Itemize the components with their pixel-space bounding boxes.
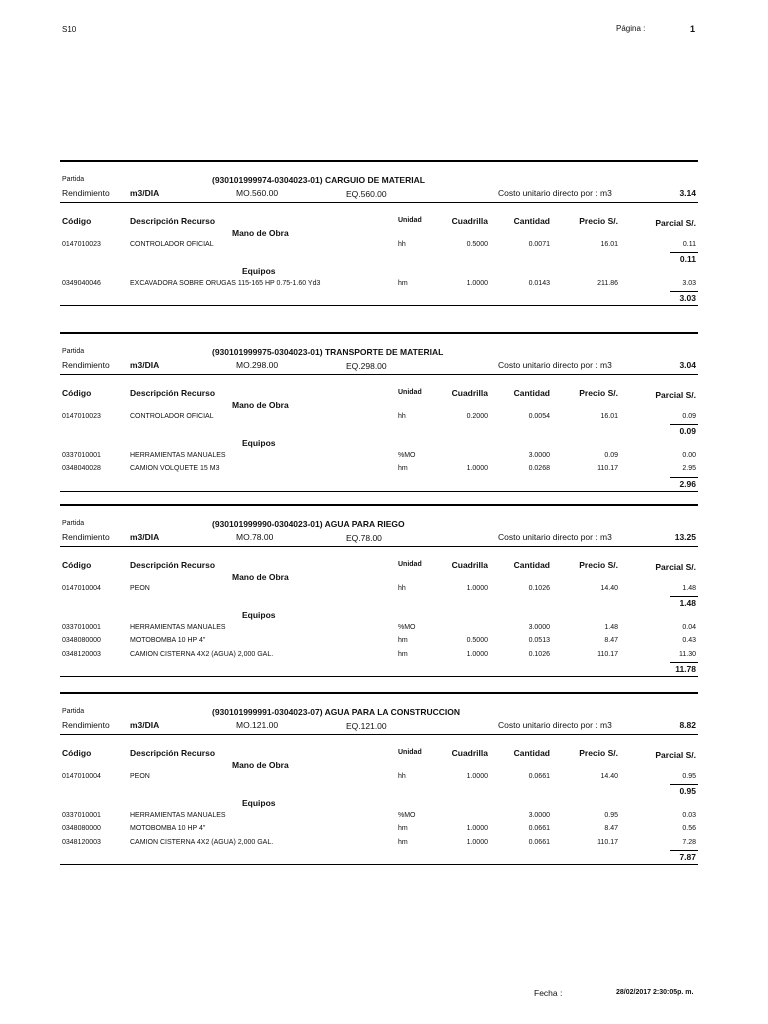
col-cantidad: Cantidad: [513, 216, 550, 226]
rendimiento-unit: m3/DIA: [130, 532, 160, 542]
col-codigo: Código: [62, 748, 92, 758]
row-codigo: 0147010023: [62, 241, 101, 248]
row-codigo: 0348080000: [62, 825, 101, 833]
mano-de-obra-heading: Mano de Obra: [232, 228, 289, 238]
mo-value: MO.78.00: [236, 532, 274, 542]
row-cantidad: 3.0000: [528, 624, 550, 632]
col-codigo: Código: [62, 388, 92, 398]
rendimiento-unit: m3/DIA: [130, 720, 160, 730]
row-parcial: 0.03: [682, 812, 696, 820]
equipo-subtotal-rule: [670, 662, 698, 663]
equipos-heading: Equipos: [242, 798, 276, 809]
costo-label: Costo unitario directo por : m3: [498, 532, 612, 542]
mo-value: MO.560.00: [236, 188, 279, 198]
partida-top-rule: [60, 692, 698, 694]
col-descripcion: Descripción Recurso: [130, 560, 216, 570]
row-cuadrilla: 0.2000: [466, 413, 488, 420]
row-unidad: %MO: [398, 812, 416, 820]
fecha-value: 28/02/2017 2:30:05p. m.: [616, 989, 694, 996]
equipos-heading: Equipos: [242, 610, 276, 621]
partida-bottom-rule: [60, 676, 698, 677]
row-parcial: 11.30: [679, 650, 696, 658]
row-descripcion: MOTOBOMBA 10 HP 4": [130, 825, 206, 833]
row-unidad: hh: [398, 413, 406, 420]
costo-label: Costo unitario directo por : m3: [498, 720, 612, 730]
mano-subtotal-rule: [670, 424, 698, 425]
row-cantidad: 0.0143: [528, 280, 550, 288]
mano-de-obra-heading: Mano de Obra: [232, 760, 289, 770]
col-cantidad: Cantidad: [513, 388, 550, 398]
rendimiento-unit: m3/DIA: [130, 360, 160, 370]
col-cuadrilla: Cuadrilla: [451, 560, 488, 570]
equipo-subtotal-rule: [670, 850, 698, 851]
col-unidad: Unidad: [398, 217, 422, 224]
row-precio: 8.47: [604, 825, 618, 833]
row-parcial: 0.04: [682, 624, 696, 632]
col-descripcion: Descripción Recurso: [130, 216, 216, 226]
row-codigo: 0348040028: [62, 465, 101, 473]
row-unidad: hh: [398, 585, 406, 592]
mo-value: MO.298.00: [236, 360, 279, 370]
row-unidad: hm: [398, 280, 408, 288]
row-descripcion: HERRAMIENTAS MANUALES: [130, 452, 226, 460]
equipo-subtotal-rule: [670, 477, 698, 478]
row-descripcion: CONTROLADOR OFICIAL: [130, 241, 214, 248]
rendimiento-label: Rendimiento: [62, 360, 110, 370]
row-precio: 1.48: [604, 624, 618, 632]
col-unidad: Unidad: [398, 749, 422, 756]
fecha-label: Fecha :: [534, 988, 563, 998]
row-parcial: 3.03: [682, 280, 696, 288]
row-cantidad: 0.0661: [528, 773, 550, 780]
rendimiento-rule: [60, 374, 698, 375]
row-descripcion: EXCAVADORA SOBRE ORUGAS 115-165 HP 0.75-1.60 Yd3: [130, 280, 321, 288]
row-cantidad: 0.1026: [528, 650, 550, 658]
row-cantidad: 3.0000: [528, 452, 550, 460]
rendimiento-rule: [60, 546, 698, 547]
rendimiento-label: Rendimiento: [62, 188, 110, 198]
equipo-subtotal: 11.78: [675, 663, 696, 674]
col-precio: Precio S/.: [579, 216, 618, 226]
page-number: 1: [690, 24, 696, 34]
partida-bottom-rule: [60, 305, 698, 306]
eq-value: EQ.121.00: [346, 721, 387, 731]
partida-bottom-rule: [60, 491, 698, 492]
col-cuadrilla: Cuadrilla: [451, 216, 488, 226]
partida-top-rule: [60, 332, 698, 334]
row-unidad: %MO: [398, 452, 416, 460]
col-descripcion: Descripción Recurso: [130, 388, 216, 398]
col-codigo: Código: [62, 216, 92, 226]
col-unidad: Unidad: [398, 389, 422, 396]
row-parcial: 0.11: [682, 241, 696, 248]
col-cantidad: Cantidad: [513, 560, 550, 570]
row-parcial: 0.00: [682, 452, 696, 460]
row-codigo: 0147010004: [62, 773, 101, 780]
equipo-subtotal: 2.96: [679, 478, 696, 489]
row-codigo: 0337010001: [62, 452, 101, 460]
mano-subtotal-rule: [670, 596, 698, 597]
row-parcial: 0.95: [682, 773, 696, 780]
row-descripcion: PEON: [130, 773, 150, 780]
row-parcial: 7.28: [682, 838, 696, 846]
row-descripcion: CAMION CISTERNA 4X2 (AGUA) 2,000 GAL.: [130, 650, 274, 658]
equipo-subtotal-rule: [670, 291, 698, 292]
eq-value: EQ.298.00: [346, 361, 387, 371]
col-cantidad: Cantidad: [513, 748, 550, 758]
row-cuadrilla: 1.0000: [466, 825, 488, 833]
rendimiento-label: Rendimiento: [62, 720, 110, 730]
equipo-subtotal: 7.87: [679, 851, 696, 862]
mano-subtotal: 0.95: [679, 786, 696, 797]
partida-bottom-rule: [60, 864, 698, 865]
partida-title: (930101999974-0304023-01) CARGUIO DE MATERIAL: [212, 175, 425, 185]
row-cantidad: 0.0054: [528, 413, 550, 420]
col-precio: Precio S/.: [579, 560, 618, 570]
row-codigo: 0348120003: [62, 650, 101, 658]
mano-subtotal: 0.11: [679, 254, 696, 265]
row-unidad: hm: [398, 465, 408, 473]
partida-title: (930101999991-0304023-07) AGUA PARA LA CONSTRUCCION: [212, 707, 461, 717]
row-parcial: 0.56: [682, 825, 696, 833]
row-unidad: hh: [398, 241, 406, 248]
col-unidad: Unidad: [398, 561, 422, 568]
row-unidad: hh: [398, 773, 406, 780]
partida-top-rule: [60, 160, 698, 162]
col-precio: Precio S/.: [579, 388, 618, 398]
rendimiento-rule: [60, 202, 698, 203]
col-codigo: Código: [62, 560, 92, 570]
row-parcial: 0.43: [682, 637, 696, 645]
row-precio: 211.86: [597, 280, 618, 288]
costo-value: 8.82: [679, 720, 696, 730]
costo-label: Costo unitario directo por : m3: [498, 360, 612, 370]
row-cuadrilla: 1.0000: [466, 838, 488, 846]
row-codigo: 0348120003: [62, 838, 101, 846]
row-descripcion: HERRAMIENTAS MANUALES: [130, 624, 226, 632]
partida-label: Partida: [62, 348, 85, 355]
row-cuadrilla: 1.0000: [466, 773, 488, 780]
mano-de-obra-heading: Mano de Obra: [232, 400, 289, 410]
row-precio: 14.40: [600, 585, 618, 592]
row-cantidad: 0.0661: [528, 838, 550, 846]
row-codigo: 0147010004: [62, 585, 101, 592]
col-descripcion: Descripción Recurso: [130, 748, 216, 758]
row-precio: 16.01: [600, 241, 618, 248]
row-descripcion: HERRAMIENTAS MANUALES: [130, 812, 226, 820]
row-codigo: 0348080000: [62, 637, 101, 645]
row-cantidad: 0.0513: [528, 637, 550, 645]
row-cantidad: 0.0661: [528, 825, 550, 833]
col-precio: Precio S/.: [579, 748, 618, 758]
mano-subtotal-rule: [670, 252, 698, 253]
partida-title: (930101999975-0304023-01) TRANSPORTE DE MATERIAL: [212, 347, 444, 357]
row-unidad: hm: [398, 637, 408, 645]
row-precio: 110.17: [597, 650, 618, 658]
mano-subtotal: 1.48: [679, 598, 696, 609]
equipos-heading: Equipos: [242, 266, 276, 277]
row-descripcion: CAMION CISTERNA 4X2 (AGUA) 2,000 GAL.: [130, 838, 274, 846]
row-cuadrilla: 1.0000: [466, 280, 488, 288]
row-descripcion: CONTROLADOR OFICIAL: [130, 413, 214, 420]
row-parcial: 2.95: [682, 465, 696, 473]
equipo-subtotal: 3.03: [679, 293, 696, 304]
row-precio: 8.47: [604, 637, 618, 645]
row-cuadrilla: 1.0000: [466, 650, 488, 658]
mo-value: MO.121.00: [236, 720, 279, 730]
row-codigo: 0147010023: [62, 413, 101, 420]
partida-top-rule: [60, 504, 698, 506]
row-unidad: hm: [398, 650, 408, 658]
row-codigo: 0337010001: [62, 812, 101, 820]
col-parcial: Parcial S/.: [655, 218, 696, 228]
row-precio: 0.09: [604, 452, 618, 460]
report-code: S10: [62, 25, 77, 34]
costo-value: 3.04: [679, 360, 696, 370]
rendimiento-label: Rendimiento: [62, 532, 110, 542]
partida-title: (930101999990-0304023-01) AGUA PARA RIEGO: [212, 519, 405, 529]
row-descripcion: MOTOBOMBA 10 HP 4": [130, 637, 206, 645]
partida-label: Partida: [62, 520, 85, 527]
row-precio: 0.95: [604, 812, 618, 820]
col-cuadrilla: Cuadrilla: [451, 748, 488, 758]
col-cuadrilla: Cuadrilla: [451, 388, 488, 398]
row-cantidad: 0.0268: [528, 465, 550, 473]
row-descripcion: CAMION VOLQUETE 15 M3: [130, 465, 220, 473]
row-precio: 14.40: [600, 773, 618, 780]
partida-label: Partida: [62, 176, 85, 183]
row-codigo: 0337010001: [62, 624, 101, 632]
eq-value: EQ.78.00: [346, 533, 382, 543]
row-codigo: 0349040046: [62, 280, 101, 288]
row-cuadrilla: 0.5000: [466, 637, 488, 645]
costo-label: Costo unitario directo por : m3: [498, 188, 612, 198]
rendimiento-rule: [60, 734, 698, 735]
row-unidad: hm: [398, 838, 408, 846]
mano-subtotal: 0.09: [679, 426, 696, 437]
row-unidad: %MO: [398, 624, 416, 632]
rendimiento-unit: m3/DIA: [130, 188, 160, 198]
equipos-heading: Equipos: [242, 438, 276, 449]
row-unidad: hm: [398, 825, 408, 833]
partida-label: Partida: [62, 708, 85, 715]
page-label: Página :: [616, 24, 646, 33]
col-parcial: Parcial S/.: [655, 750, 696, 760]
row-descripcion: PEON: [130, 585, 150, 592]
row-precio: 110.17: [597, 838, 618, 846]
row-parcial: 1.48: [682, 585, 696, 592]
row-cuadrilla: 0.5000: [466, 241, 488, 248]
row-cantidad: 3.0000: [528, 812, 550, 820]
row-cantidad: 0.1026: [528, 585, 550, 592]
costo-value: 3.14: [679, 188, 696, 198]
row-parcial: 0.09: [682, 413, 696, 420]
eq-value: EQ.560.00: [346, 189, 387, 199]
col-parcial: Parcial S/.: [655, 390, 696, 400]
mano-subtotal-rule: [670, 784, 698, 785]
row-precio: 16.01: [600, 413, 618, 420]
row-precio: 110.17: [597, 465, 618, 473]
row-cuadrilla: 1.0000: [466, 465, 488, 473]
row-cuadrilla: 1.0000: [466, 585, 488, 592]
row-cantidad: 0.0071: [528, 241, 550, 248]
col-parcial: Parcial S/.: [655, 562, 696, 572]
costo-value: 13.25: [674, 532, 696, 542]
mano-de-obra-heading: Mano de Obra: [232, 572, 289, 582]
